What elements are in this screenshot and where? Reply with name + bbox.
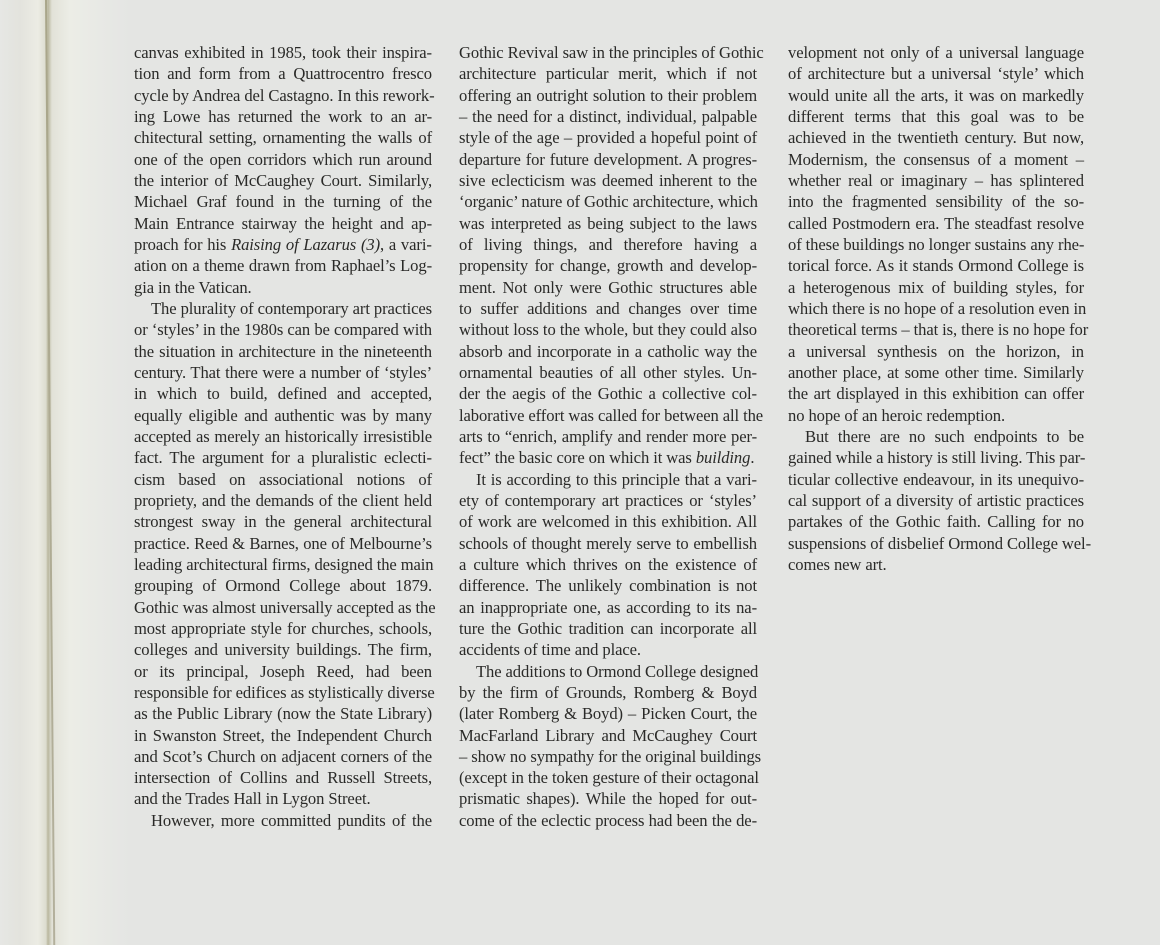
text-line: fact. The argument for a pluralistic eclecti- [134,448,432,468]
text-line: Gothic was almost universally accepted as the [134,597,436,617]
text-line: comes new art. [788,554,887,574]
text-line: colleges and university buildings. The firm, [134,640,432,660]
text-line: and the Trades Hall in Lygon Street. [134,789,371,809]
text-line: Michael Graf found in the turning of the [134,192,432,212]
text-segment: proach for his [134,234,232,254]
text-line: – the need for a distinct, individual, palpable [459,106,757,126]
text-line: arts to “enrich, amplify and render more per- [459,426,757,446]
text-line: different terms that this goal was to be [788,106,1084,126]
text-line: The plurality of contemporary art practices [151,298,432,318]
text-segment: . [750,448,755,468]
text-segment: , a vari- [380,234,432,254]
text-line: or its principal, Joseph Reed, had been [134,661,432,681]
text-line: equally eligible and authentic was by many [134,405,432,425]
text-line: ‘organic’ nature of Gothic architecture, which [459,192,758,212]
text-line: (later Romberg & Boyd) – Picken Court, the [459,704,757,724]
text-line: of work are welcomed in this exhibition. All [459,512,757,532]
book-gutter-shadow [0,0,130,945]
text-line: as the Public Library (now the State Library) [134,704,432,724]
text-line: propensity for change, growth and develop- [459,256,757,276]
text-line: partakes of the Gothic faith. Calling for no [788,512,1084,532]
text-line: come of the eclectic process had been the de- [459,810,757,830]
text-line: velopment not only of a universal language [788,43,1084,62]
text-line [459,447,757,468]
text-line: MacFarland Library and McCaughey Court [459,725,757,745]
text-line: schools of thought merely serve to embellish [459,533,757,553]
text-line: no hope of an heroic redemption. [788,405,1006,425]
text-line: offering an outright solution to their problem [459,85,757,105]
text-line: grouping of Ormond College about 1879. [134,576,432,596]
text-line: However, more committed pundits of the [151,810,432,830]
text-line: propriety, and the demands of the client held [134,490,432,510]
text-line: Main Entrance stairway the height and ap- [134,213,432,233]
text-line: prismatic shapes). While the hoped for out- [459,789,757,809]
text-line: cal support of a diversity of artistic practices [788,490,1084,510]
text-line: The additions to Ormond College designed [476,661,759,681]
text-line: was interpreted as being subject to the laws [459,213,757,233]
text-line: ety of contemporary art practices or ‘styles’ [459,490,757,510]
text-line: ticular collective endeavour, in its unequivo- [788,469,1084,489]
text-line: by the firm of Grounds, Romberg & Boyd [459,682,757,702]
text-line: But there are no such endpoints to be [805,426,1084,446]
text-line: chitectural setting, ornamenting the walls of [134,128,432,148]
text-line: sive eclecticism was deemed inherent to the [459,170,757,190]
text-line: a heterogenous mix of building styles, for [788,277,1084,297]
book-binding-line [45,0,55,945]
text-line: most appropriate style for churches, schools, [134,618,432,638]
text-line: one of the open corridors which run around [134,149,432,169]
text-line: tion and form from a Quattrocentro fresco [134,64,432,84]
text-line: leading architectural firms, designed the main [134,554,434,574]
text-line: ation on a theme drawn from Raphael’s Log- [134,256,432,276]
text-line: laborative effort was called for between all the [459,405,764,425]
text-line: intersection of Collins and Russell Streets, [134,768,432,788]
text-line: der the aegis of the Gothic a collective col- [459,384,757,404]
text-line: ture the Gothic tradition can incorporate all [459,618,757,638]
text-line: the art displayed in this exhibition can offer [788,384,1084,404]
text-line: or ‘styles’ in the 1980s can be compared with [134,320,432,340]
text-line: which there is no hope of a resolution even in [788,298,1087,318]
text-line: architecture particular merit, which if not [459,64,757,84]
text-line: another place, at some other time. Similarly [788,362,1084,382]
text-line: difference. The unlikely combination is not [459,576,757,596]
text-line [134,234,432,255]
text-line: practice. Reed & Barnes, one of Melbourne’s [134,533,432,553]
text-line: It is according to this principle that a vari- [476,469,757,489]
text-line: accidents of time and place. [459,640,641,660]
text-line: into the fragmented sensibility of the so- [788,192,1084,212]
text-line: canvas exhibited in 1985, took their inspira- [134,43,432,62]
text-line: of architecture but a universal ‘style’ which [788,64,1084,84]
text-line: called Postmodern era. The steadfast resolve [788,213,1084,233]
text-line: responsible for edifices as stylistically diverse [134,682,435,702]
text-line: torical force. As it stands Ormond College is [788,256,1084,276]
text-line: and Scot’s Church on adjacent corners of the [134,746,432,766]
text-line: to suffer additions and changes over time [459,298,757,318]
text-line: (except in the token gesture of their octagonal [459,768,759,788]
text-line: without loss to the whole, but they could also [459,320,757,340]
text-line: departure for future development. A progres- [459,149,757,169]
text-column-3 [788,42,1091,575]
text-column-2 [459,42,764,831]
text-line: the situation in architecture in the nineteenth [134,341,432,361]
text-line: style of the age – provided a hopeful point of [459,128,757,148]
text-segment: fect” the basic core on which it was [459,448,696,468]
text-line: suspensions of disbelief Ormond College wel- [788,533,1091,553]
text-line: century. That there were a number of ‘styles’ [134,362,432,382]
text-line: Modernism, the consensus of a moment – [788,149,1084,169]
text-line: cism based on associational notions of [134,469,432,489]
text-line: Gothic Revival saw in the principles of Gothic [459,43,764,62]
text-line: a universal synthesis on the horizon, in [788,341,1084,361]
text-line: whether real or imaginary – has splintered [788,170,1084,190]
italic-title: Raising of Lazarus (3) [231,234,381,254]
text-line: gia in the Vatican. [134,277,252,297]
italic-title: building [695,448,751,468]
text-line: ornamental beauties of all other styles. Un- [459,362,757,382]
text-line: an inappropriate one, as according to its na- [459,597,757,617]
text-line: cycle by Andrea del Castagno. In this rework- [134,85,435,105]
text-line: a culture which thrives on the existence of [459,554,757,574]
text-line: ing Lowe has returned the work to an ar- [134,106,432,126]
text-line: in which to build, defined and accepted, [134,384,432,404]
text-line: theoretical terms – that is, there is no hope for [788,320,1089,340]
text-line: achieved in the twentieth century. But now, [788,128,1084,148]
text-line: of living things, and therefore having a [459,234,757,254]
text-line: in Swanston Street, the Independent Church [134,725,432,745]
text-line: of these buildings no longer sustains any rhe- [788,234,1085,254]
text-line: would unite all the arts, it was on markedly [788,85,1084,105]
text-column-1 [134,42,436,831]
text-line: strongest sway in the general architectural [134,512,432,532]
text-line: ment. Not only were Gothic structures able [459,277,757,297]
text-line: – show no sympathy for the original buildings [459,746,761,766]
text-line: absorb and incorporate in a catholic way the [459,341,757,361]
text-line: gained while a history is still living. This par- [788,448,1086,468]
text-line: the interior of McCaughey Court. Similarly, [134,170,432,190]
text-line: accepted as merely an historically irresistible [134,426,432,446]
